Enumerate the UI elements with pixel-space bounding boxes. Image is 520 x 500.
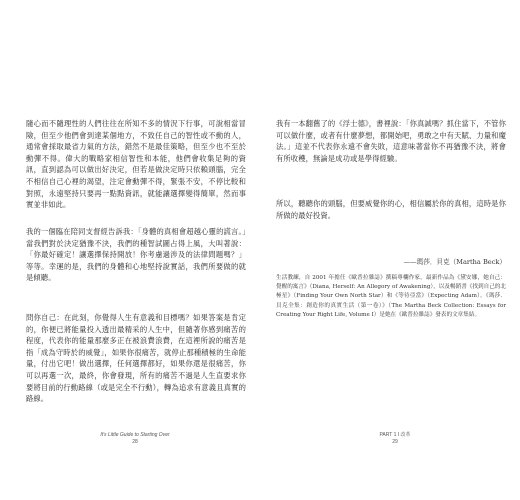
- left-paragraph-3: 問你自己：在此刻，你覺得人生有意義和目標嗎？如果答案是肯定的，你便已將能量投入透出最精采的人生中，但隨著你感到痛苦的程度，代表你的能量那麼多正在被浪費浪費，在這裡所說的痛苦是指「成為守時於的威覺」，如果你很痛苦，就停止那種積極的生命能量，付出它吧！做出選擇，任何選擇都好，如果你還是很痛苦，你可以再選一次，最終，你會發現，所有的痛苦不過是人生直要求你要將目前的行動路線（或是完全不行動），轉為追求有意義且真實的路線。: [26, 313, 246, 404]
- right-footer: [320, 432, 470, 446]
- left-footer: [60, 432, 210, 446]
- right-paragraph-1: 我有一本翻舊了的《浮士德》，書裡說：「你真誠嗎？抓住當下，不管你可以做什麼，或者有什麼夢想，都開始吧，勇敢之中有天賦、力量和魔法。」這並不代表你永遠不會失敗，這意味著當你不再猶豫不決，將會有所收穫，無論是成功或是學得經驗。: [276, 119, 506, 163]
- quote-attribution: ——瑪莎．貝克（Martha Beck）: [403, 258, 506, 266]
- right-running-title: PART 1 I 改革: [379, 432, 411, 438]
- left-paragraph-1: 隨心而不隨理性的人們往往在所知不多的情況下行事，可說相當冒險，但至少他們會到達某個地方，不致任自己的智性或不動的人，通常會採取最省力氣的方法，錯然不是最佳策略，但至少也不至於動彈不得。偉大的戰略家相信智性和本能，他們會收集足夠的資訊，直到認為可以做出好決定，但若是做決定時只依賴頭腦，完全不相信自己心裡的渴望，注定會動彈不得，緊張不安，不停比較和對照，永遠堅持只要再一點點資訊，就能讓選擇變得簡單，然而事實並非如此。: [26, 119, 246, 210]
- right-page-number: 29: [392, 439, 398, 445]
- author-bio: 生活教練，自 2001 年擔任《歐普拉雜誌》撰稿專欄作家，最新作品為《黛安娜，她自己：覺醒的寓言》（Diana, Herself: An Allegory of Awakening），以及暢銷書《找到自己的北極星》（Finding Your Own North Star）和《等待亞當》（Expecting Adam）。《瑪莎．貝克全集：創造你的真實生活（第一卷）》（The Martha Beck Collection: Essays for Creating Your Right Life, Volume I）是她在《歐普拉雜誌》發表的文章集結。: [276, 275, 506, 318]
- right-page: [260, 0, 520, 500]
- left-running-title: It's Little Guide to Starting Over: [100, 432, 170, 438]
- left-page-number: 28: [132, 439, 138, 445]
- left-paragraph-2: 我的一個臨在陪同支督經告訴我：「身體的真相會超越心靈的謊言。」當我們對於決定猶豫不決，我們的種智試圖占得上風，大叫著說：「你最好確定！讓選擇保持開放！你考慮過涉及的法律問題嗎？」等等。幸運的是，我們的身體和心地堅持說實話，我們所要做的就是傾聽。: [26, 227, 246, 283]
- right-paragraph-2: 所以，聽聽你的頭腦，但要威覺你的心，相信屬於你的真相，這時是你所做的最好投資。: [276, 199, 506, 220]
